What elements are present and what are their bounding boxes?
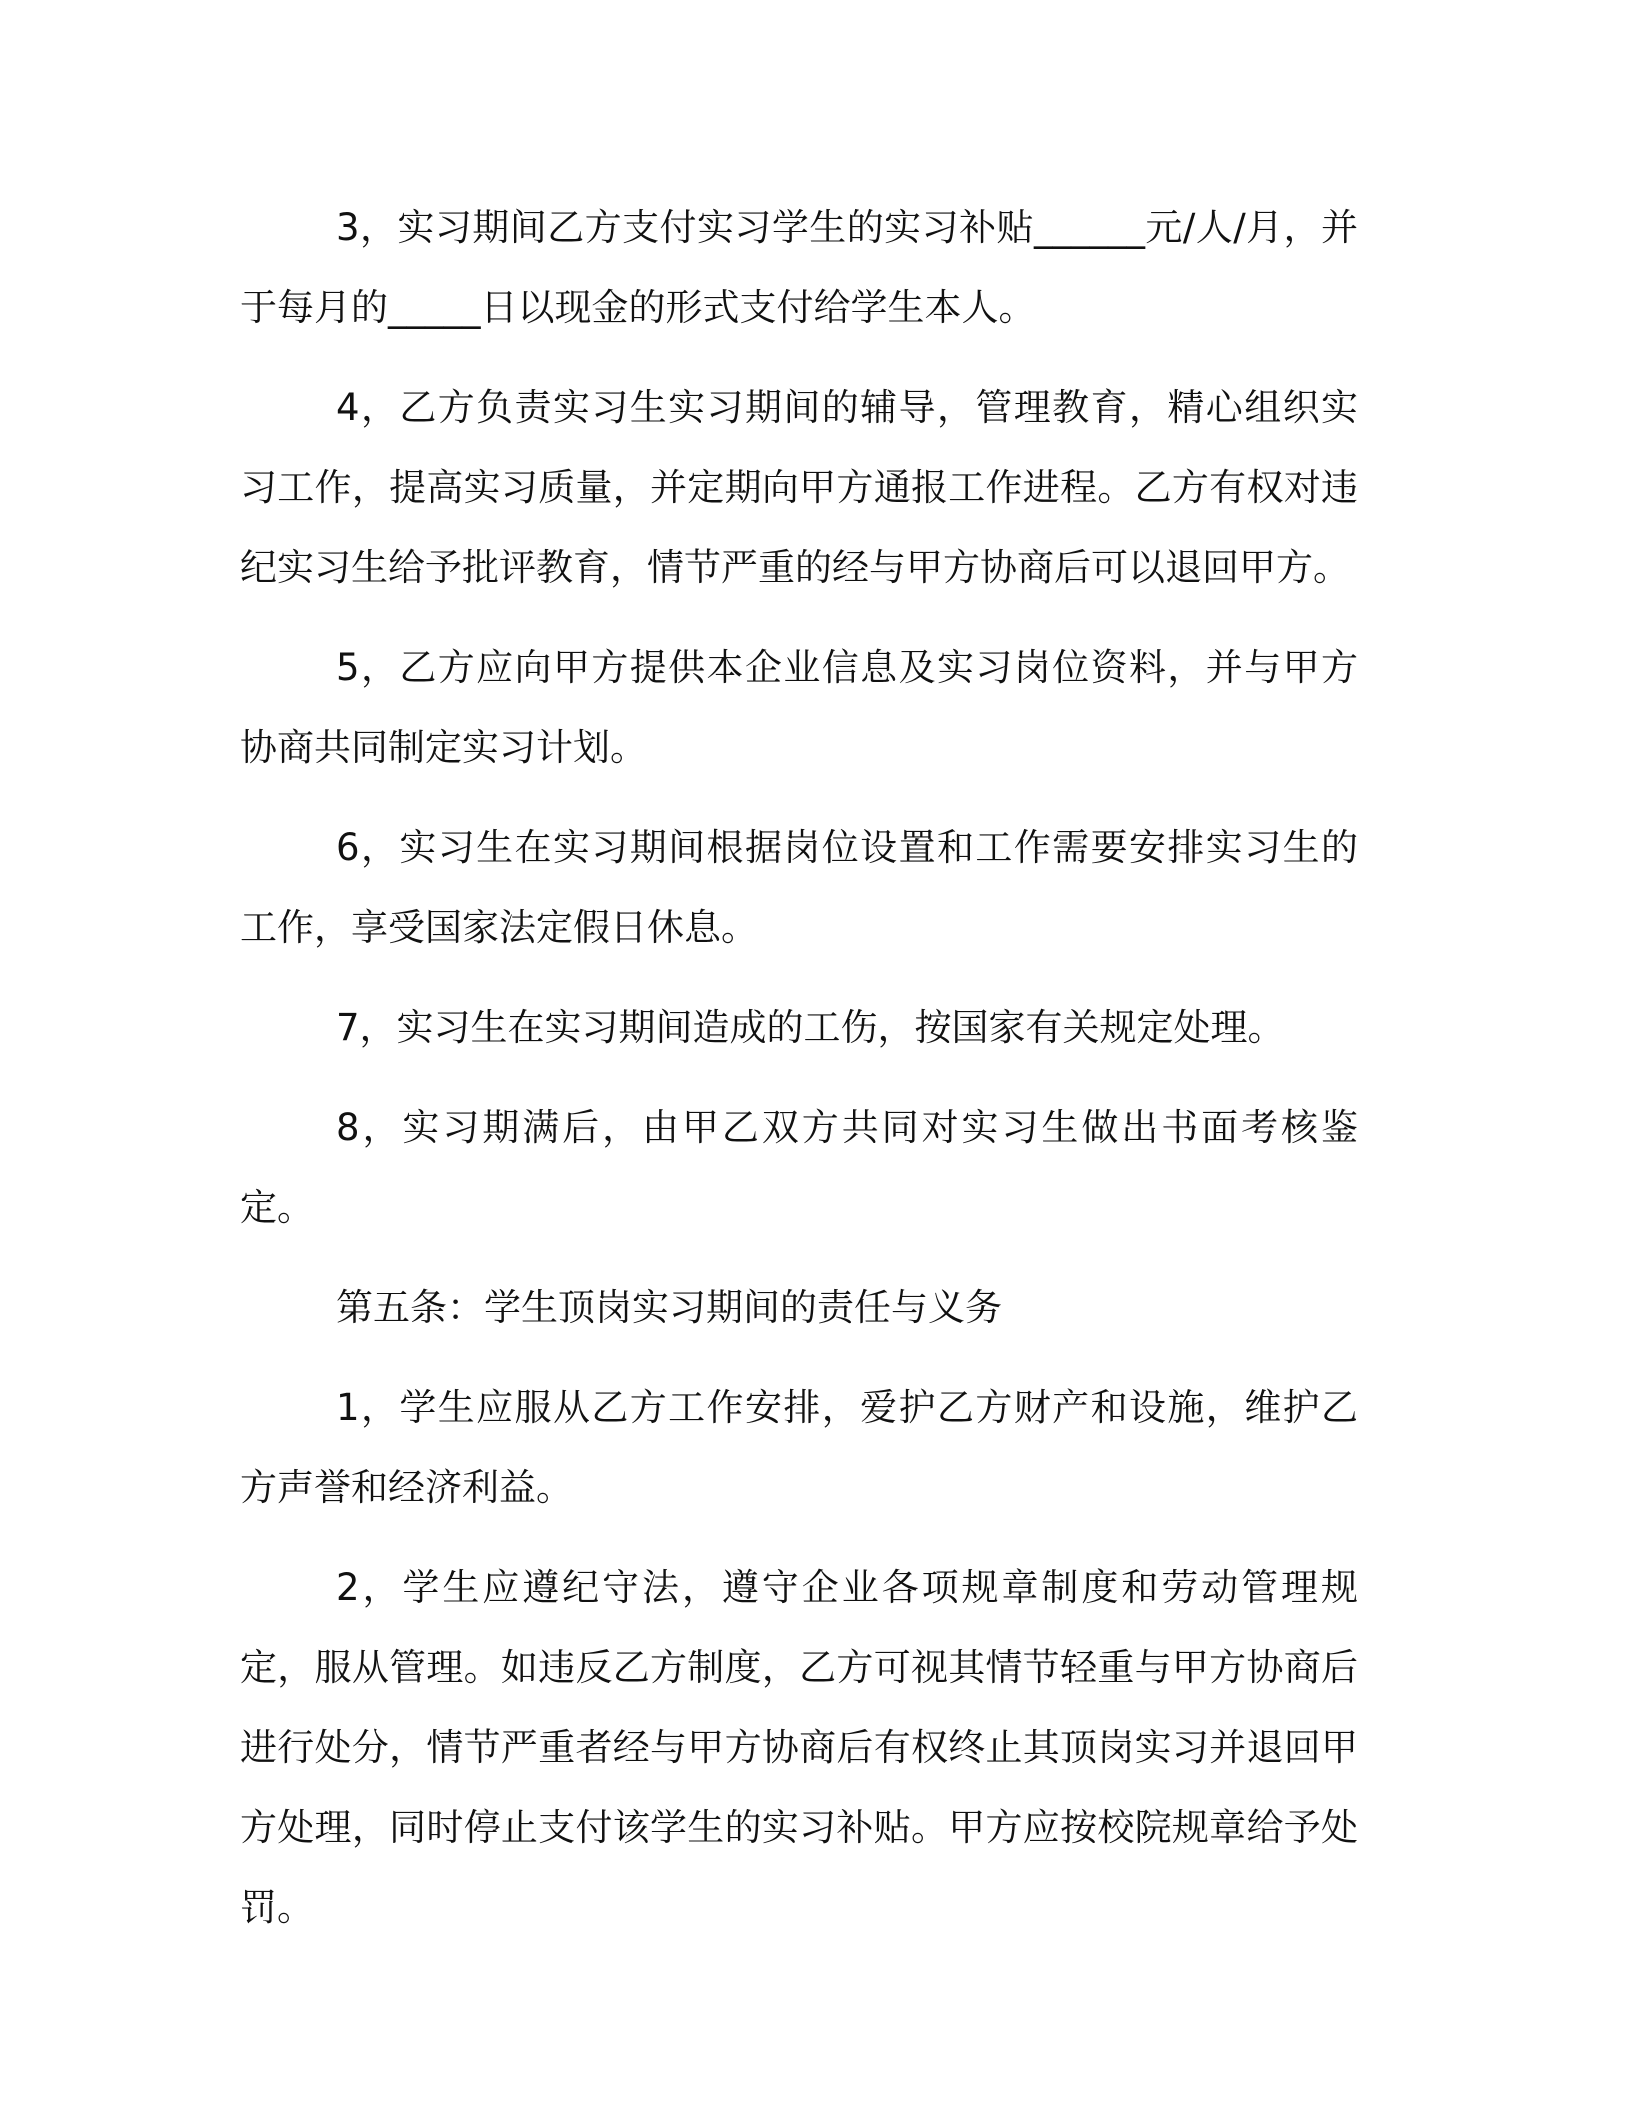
- paragraph-student-duty-1: 1，学生应服从乙方工作安排，爱护乙方财产和设施，维护乙方声誉和经济利益。: [240, 1386, 1358, 1509]
- section-heading-article-5: 第五条：学生顶岗实习期间的责任与义务: [336, 1286, 1002, 1329]
- paragraph-clause-3: 3，实习期间乙方支付实习学生的实习补贴______元/人/月，并于每月的_____日以现金的形式支付给学生本人。: [240, 206, 1358, 329]
- paragraph-student-duty-2: 2，学生应遵纪守法，遵守企业各项规章制度和劳动管理规定，服从管理。如违反乙方制度，乙方可视其情节轻重与甲方协商后进行处分，情节严重者经与甲方协商后有权终止其顶岗实习并退回甲方处理，同时停止支付该学生的实习补贴。甲方应按校院规章给予处罚。: [240, 1566, 1358, 1929]
- paragraph-clause-8: 8，实习期满后，由甲乙双方共同对实习生做出书面考核鉴定。: [240, 1106, 1358, 1229]
- paragraph-clause-4: 4，乙方负责实习生实习期间的辅导，管理教育，精心组织实习工作，提高实习质量，并定期向甲方通报工作进程。乙方有权对违纪实习生给予批评教育，情节严重的经与甲方协商后可以退回甲方。: [240, 386, 1358, 589]
- paragraph-clause-5: 5，乙方应向甲方提供本企业信息及实习岗位资料，并与甲方协商共同制定实习计划。: [240, 646, 1358, 769]
- document-body: [240, 188, 1358, 1948]
- paragraph-clause-6: 6，实习生在实习期间根据岗位设置和工作需要安排实习生的工作，享受国家法定假日休息。: [240, 826, 1358, 949]
- paragraph-clause-7: 7，实习生在实习期间造成的工伤，按国家有关规定处理。: [336, 1006, 1285, 1049]
